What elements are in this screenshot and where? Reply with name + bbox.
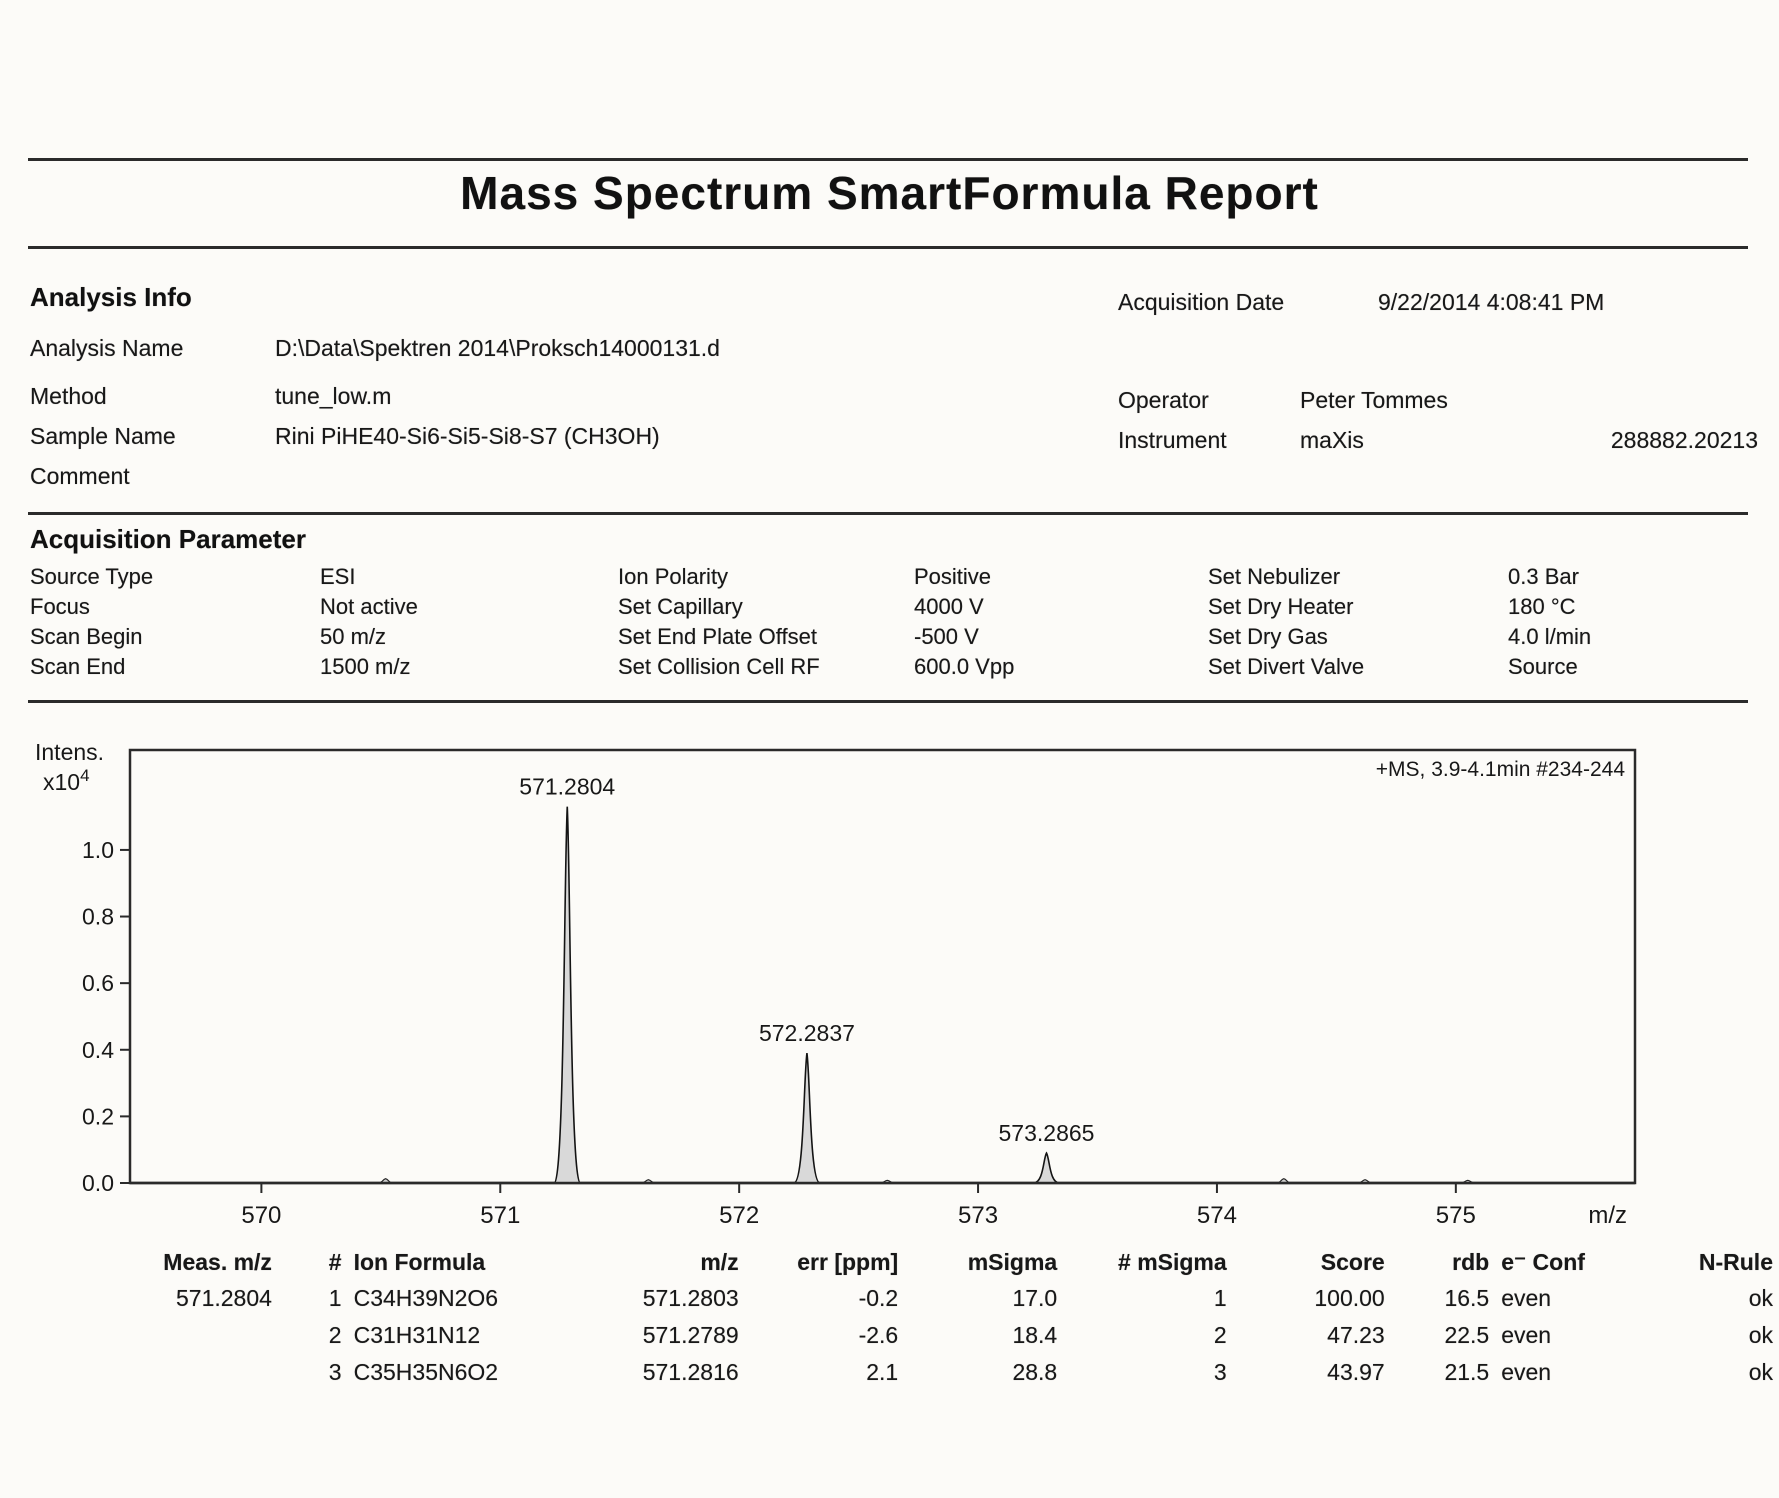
field-row [1118,282,1758,322]
spectrum-chart [25,728,1725,1243]
parameter-bottom-rule [28,700,1748,703]
field-label: Set Dry Gas [1208,624,1328,649]
parameter-column-1 [30,562,418,682]
y-tick-label: 1.0 [82,836,114,863]
field-row [30,622,418,652]
table-row [118,1354,1779,1391]
x-tick-label: 572 [719,1202,760,1229]
field-label: Scan End [30,654,126,679]
table-cell: C31H31N12 [353,1322,481,1348]
table-cell: 28.8 [1012,1359,1058,1385]
table-cell: 22.5 [1444,1322,1490,1348]
field-value: -500 V [914,624,979,649]
field-value: 0.3 Bar [1508,564,1579,589]
table-cell [118,1317,278,1354]
field-label: Set Capillary [618,594,743,619]
analysis-fields [30,328,1080,496]
field-value: 180 °C [1508,594,1576,619]
mass-spectrum-chart-area [25,728,1725,1243]
field-row [1208,652,1591,682]
acquisition-parameter-heading: Acquisition Parameter [30,524,306,554]
x-tick-label: 571 [480,1202,521,1229]
column-header: rdb [1452,1249,1490,1275]
field-label: Set End Plate Offset [618,624,817,649]
y-tick-label: 0.0 [82,1170,114,1196]
y-tick-label: 0.8 [82,903,114,930]
spectrum-peak [1033,1153,1059,1183]
y-axis-label: Intens. [35,739,105,765]
y-tick-label: 0.4 [82,1036,114,1063]
field-row [30,456,1080,496]
field-label: Source Type [30,564,154,589]
y-tick-label: 0.2 [82,1103,114,1130]
field-value: 4.0 l/min [1508,624,1592,649]
table-cell: even [1501,1285,1552,1311]
field-row [1208,622,1591,652]
field-label: Sample Name [30,423,176,449]
field-value: maXis [1300,427,1364,453]
table-cell: 3 [328,1359,342,1385]
table-cell: 2 [1213,1322,1227,1348]
field-value: ESI [320,564,356,589]
field-row [1118,380,1758,420]
title-underline-rule [28,246,1748,249]
field-label: Instrument [1118,427,1227,453]
field-label: Scan Begin [30,624,143,649]
x-tick-label: 570 [241,1202,282,1229]
column-header: err [ppm] [797,1249,899,1275]
table-cell: 571.2789 [642,1322,739,1348]
table-cell: ok [1748,1322,1773,1348]
column-header: Score [1320,1249,1385,1275]
field-row [30,376,1080,416]
scan-annotation: +MS, 3.9-4.1min #234-244 [1375,758,1625,781]
table-cell: 2 [328,1322,342,1348]
peak-label: 572.2837 [758,1020,855,1047]
table-cell: -0.2 [858,1285,899,1311]
field-value: Not active [320,594,418,619]
field-value: Peter Tommes [1300,387,1448,413]
peak-label: 571.2804 [519,773,616,800]
x-tick-label: 574 [1196,1202,1237,1229]
table-row [118,1317,1779,1354]
top-rule [28,158,1748,161]
table-cell: C34H39N2O6 [353,1285,499,1311]
table-cell: 47.23 [1327,1322,1385,1348]
table-cell: 571.2803 [642,1285,739,1311]
table-cell: even [1501,1359,1552,1385]
column-header: # mSigma [1118,1249,1227,1275]
table-cell: even [1501,1322,1552,1348]
field-value: Positive [914,564,992,589]
field-label: Comment [30,463,130,489]
field-label: Focus [30,594,90,619]
results-table [118,1245,1779,1391]
field-row [618,652,1014,682]
analysis-info-heading: Analysis Info [30,282,192,312]
table-cell: -2.6 [858,1322,899,1348]
table-header-row [118,1245,1779,1280]
instrument-serial: 288882.20213 [1610,427,1758,453]
column-header: Meas. m/z [163,1249,272,1275]
acquisition-meta-fields [1118,282,1758,460]
field-value: 1500 m/z [320,654,411,679]
table-cell: 571.2804 [176,1285,272,1311]
table-cell: 100.00 [1314,1285,1385,1311]
field-label: Set Dry Heater [1208,594,1354,619]
field-label: Ion Polarity [618,564,729,589]
field-label: Operator [1118,387,1209,413]
field-label: Analysis Name [30,335,184,361]
table-cell: 1 [1213,1285,1227,1311]
field-value: tune_low.m [275,383,392,409]
field-label: Set Collision Cell RF [618,654,820,679]
field-row [1208,562,1591,592]
column-header: mSigma [967,1249,1058,1275]
field-row [618,622,1014,652]
x-axis-unit-label: m/z [1588,1202,1627,1229]
field-row [30,416,1080,456]
peak-label: 573.2865 [998,1120,1095,1147]
spectrum-peak [554,807,580,1183]
field-label: Set Nebulizer [1208,564,1341,589]
table-row [118,1280,1779,1317]
parameter-column-2 [618,562,1014,682]
column-header: # [328,1249,342,1275]
field-row [30,592,418,622]
page-title: Mass Spectrum SmartFormula Report [460,167,1319,219]
parameter-column-3 [1208,562,1591,682]
table-cell: 571.2816 [642,1359,739,1385]
column-header: Ion Formula [353,1249,486,1275]
table-cell: 3 [1213,1359,1227,1385]
x-tick-label: 573 [958,1202,999,1229]
field-label: Set Divert Valve [1208,654,1365,679]
field-label: Acquisition Date [1118,289,1285,315]
table-cell: 2.1 [866,1359,899,1385]
table-cell: 1 [328,1285,342,1311]
field-value: Source [1508,654,1578,679]
plot-border [130,750,1635,1183]
column-header: m/z [700,1249,739,1275]
table-cell: 17.0 [1012,1285,1058,1311]
table-cell: ok [1748,1285,1773,1311]
spectrum-peak [794,1053,820,1183]
field-row [618,592,1014,622]
field-row [1118,420,1758,460]
column-header: e⁻ Conf [1501,1249,1585,1275]
table-cell: 18.4 [1012,1322,1058,1348]
field-row [30,652,418,682]
field-row [618,562,1014,592]
field-value: D:\Data\Spektren 2014\Proksch14000131.d [275,335,720,361]
field-value: Rini PiHE40-Si6-Si5-Si8-S7 (CH3OH) [275,423,660,449]
field-value: 9/22/2014 4:08:41 PM [1378,289,1605,315]
field-row [1208,592,1591,622]
table-cell: ok [1748,1359,1773,1385]
column-header: N-Rule [1698,1249,1773,1275]
x-tick-label: 575 [1435,1202,1476,1229]
smartformula-results [118,1245,1779,1391]
table-cell: 43.97 [1327,1359,1385,1385]
y-axis-scale-label: $x10^4$ [43,766,90,795]
field-value: 50 m/z [320,624,387,649]
y-tick-label: 0.6 [82,970,114,997]
field-row [30,328,1080,368]
field-value: 600.0 Vpp [914,654,1015,679]
field-row [30,562,418,592]
field-value: 4000 V [914,594,984,619]
analysis-bottom-rule [28,512,1748,515]
table-cell: 16.5 [1444,1285,1490,1311]
field-label: Method [30,383,107,409]
table-cell: 21.5 [1444,1359,1490,1385]
table-cell: C35H35N6O2 [353,1359,499,1385]
table-cell [118,1354,278,1391]
